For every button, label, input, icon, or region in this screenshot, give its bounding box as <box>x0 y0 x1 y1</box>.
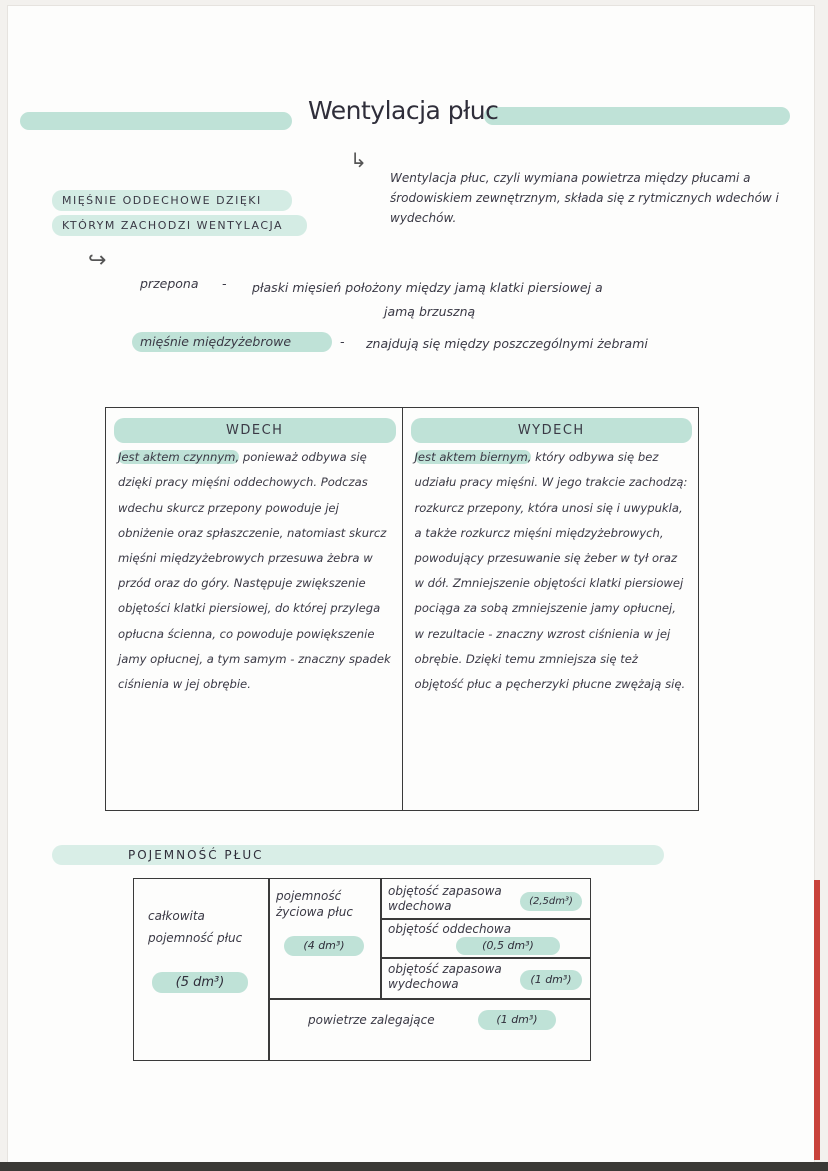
inhale-cell <box>106 408 403 811</box>
capacity-heading: POJEMNOŚĆ PŁUC <box>128 848 264 862</box>
erv-label: objętość zapasowa wydechowa <box>388 962 502 991</box>
irv-value: (2,5dm³) <box>520 892 582 911</box>
capacity-divider-3 <box>268 998 591 1000</box>
total-capacity-label: całkowita pojemność płuc <box>148 909 243 945</box>
curved-arrow-icon: ↪ <box>88 248 107 273</box>
muscles-label-line2: KTÓRYM ZACHODZI WENTYLACJA <box>52 215 307 236</box>
diaphragm-term: przepona <box>140 276 199 291</box>
vital-capacity-label: pojemność życiowa płuc <box>276 889 353 919</box>
title-highlight-left <box>20 112 292 130</box>
intercostal-term: mięśnie międzyżebrowe <box>140 334 292 349</box>
capacity-divider-4 <box>380 918 591 920</box>
capacity-divider-5 <box>380 957 591 959</box>
inhale-lead: Jest aktem czynnym, <box>118 450 240 465</box>
exhale-cell <box>402 408 699 811</box>
inhale-header: WDECH <box>114 418 396 443</box>
page-edge-red <box>814 880 820 1160</box>
irv-label: objętość zapasowa wdechowa <box>388 884 502 913</box>
residual-volume-label: powietrze zalegające <box>308 1013 435 1027</box>
title-highlight-right <box>484 107 790 125</box>
capacity-divider-1 <box>268 878 270 1061</box>
page-edge-dark <box>0 1162 828 1171</box>
capacity-divider-2 <box>380 878 382 998</box>
tv-label: objętość oddechowa <box>388 922 512 936</box>
inhale-text: ponieważ odbywa się dzięki pracy mięśni oddechowych. Podczas wdechu skurcz przepony powoduje jej obniżenie oraz spłaszczenie, natomiast skurcz mięśni międzyżebrowych przesuwa żebra w przód oraz do góry. Następuje zwiększenie objętości klatki piersiowej, do której przylega opłucna ścienna, co powoduje powiększenie jamy opłucnej, a tym samym - znaczny spadek ciśnienia w jej obrębie. <box>118 450 391 692</box>
residual-volume-value: (1 dm³) <box>478 1010 556 1030</box>
total-capacity-value: (5 dm³) <box>152 972 248 993</box>
exhale-lead: Jest aktem biernym, <box>414 450 532 465</box>
page-title: Wentylacja płuc <box>308 96 499 125</box>
erv-value: (1 dm³) <box>520 970 582 990</box>
muscles-label <box>52 190 348 236</box>
exhale-text: który odbywa się bez udziału pracy mięśni. W jego trakcie zachodzą: rozkurcz przepony, która unosi się i uwypukla, a także rozkurcz mięśni międzyżebrowych, powodujący przesuwanie się żeber w tył oraz w dół. Zmniejszenie objętości klatki piersiowej pociąga za sobą zmniejszenie jamy opłucnej, w rezultacie - znaczny wzrost ciśnienia w jej obrębie. Dzięki temu zmniejsza się też objętość płuc a pęcherzyki płucne zwężają się. <box>414 450 688 692</box>
vital-capacity-value: (4 dm³) <box>284 936 364 956</box>
exhale-header: WYDECH <box>411 418 693 443</box>
diaphragm-dash: - <box>222 276 227 291</box>
intercostal-dash: - <box>340 334 345 349</box>
tv-value: (0,5 dm³) <box>456 937 560 955</box>
diaphragm-definition-line2: jamą brzuszną <box>384 304 476 319</box>
intercostal-definition: znajdują się między poszczególnymi żebrami <box>366 336 648 351</box>
definition-text: Wentylacja płuc, czyli wymiana powietrza między płucami a środowiskiem zewnętrznym, składa się z rytmicznych wdechów i wydechów. <box>390 171 779 225</box>
breathing-table <box>105 407 699 811</box>
definition-arrow-icon: ↳ <box>350 148 367 172</box>
muscles-label-line1: MIĘŚNIE ODDECHOWE DZIĘKI <box>52 190 292 211</box>
diaphragm-definition: płaski mięsień położony między jamą klatki piersiowej a <box>252 280 603 295</box>
